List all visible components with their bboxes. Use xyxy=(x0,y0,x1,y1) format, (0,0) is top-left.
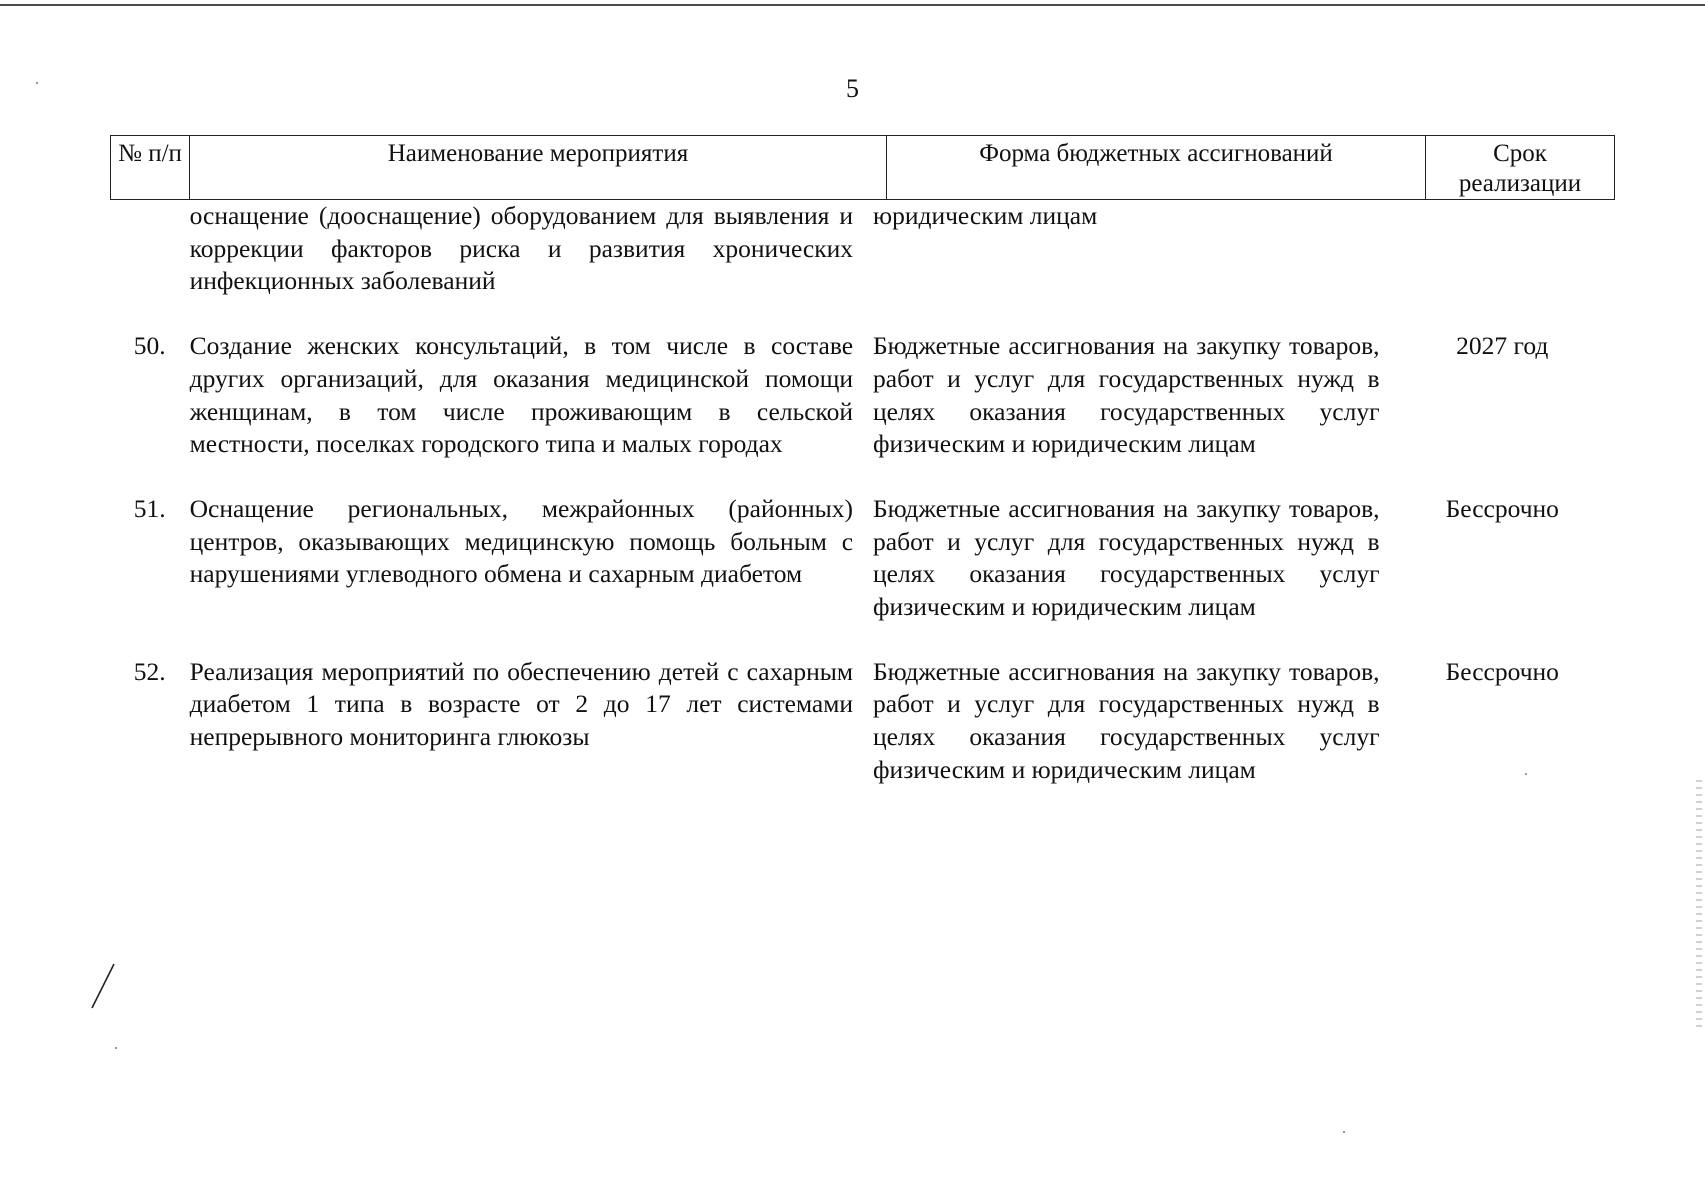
row-name: Создание женских консультаций, в том числе в составе других организаций, для оказания медицинской помощи женщинам, в том числе проживающим в сельской местности, поселках городского типа и малых городах xyxy=(189,331,854,459)
table-header xyxy=(110,135,1615,200)
scan-speck xyxy=(1525,773,1527,775)
scan-speck xyxy=(36,82,38,84)
scan-top-border xyxy=(0,4,1705,6)
row-num: 51. xyxy=(133,493,166,523)
row-name: оснащение (дооснащение) оборудованием для выявления и коррекции факторов риска и развития хронических инфекционных заболеваний xyxy=(189,201,854,296)
pen-mark xyxy=(88,960,118,1012)
table-row xyxy=(110,330,1615,461)
scan-speck xyxy=(1343,1131,1345,1133)
table-row xyxy=(110,493,1615,624)
row-term: Бессрочно xyxy=(1445,493,1559,523)
row-num: 52. xyxy=(133,656,166,686)
header-form: Форма бюджетных ассигнований xyxy=(887,136,1426,200)
table-body xyxy=(110,200,1615,819)
header-term: Срок реализации xyxy=(1426,136,1615,200)
table-row xyxy=(110,200,1615,298)
row-term: 2027 год xyxy=(1456,331,1549,361)
header-row xyxy=(111,136,1615,200)
row-form: юридическим лицам xyxy=(873,201,1098,230)
row-form: Бюджетные ассигнования на закупку товаров, работ и услуг для государственных нужд в целях оказания государственных услуг физическим и юридическим лицам xyxy=(873,493,1380,622)
row-form: Бюджетные ассигнования на закупку товаров, работ и услуг для государственных нужд в целях оказания государственных услуг физическим и юридическим лицам xyxy=(873,331,1380,459)
row-name: Оснащение региональных, межрайонных (районных) центров, оказывающих медицинскую помощь больным с нарушениями углеводного обмена и сахарным диабетом xyxy=(189,493,854,589)
scan-edge-noise xyxy=(1696,780,1702,1030)
header-name: Наименование мероприятия xyxy=(190,136,887,200)
page-number: 5 xyxy=(846,74,859,103)
row-num: 50. xyxy=(133,331,166,361)
header-num: № п/п xyxy=(111,136,190,200)
row-form: Бюджетные ассигнования на закупку товаров, работ и услуг для государственных нужд в целях оказания государственных услуг физическим и юридическим лицам xyxy=(873,656,1380,784)
row-term: Бессрочно xyxy=(1445,656,1559,686)
row-name: Реализация мероприятий по обеспечению детей с сахарным диабетом 1 типа в возрасте от 2 до 17 лет системами непрерывного мониторинга глюкозы xyxy=(189,656,854,752)
table-row xyxy=(110,656,1615,787)
scan-speck xyxy=(115,1047,117,1049)
